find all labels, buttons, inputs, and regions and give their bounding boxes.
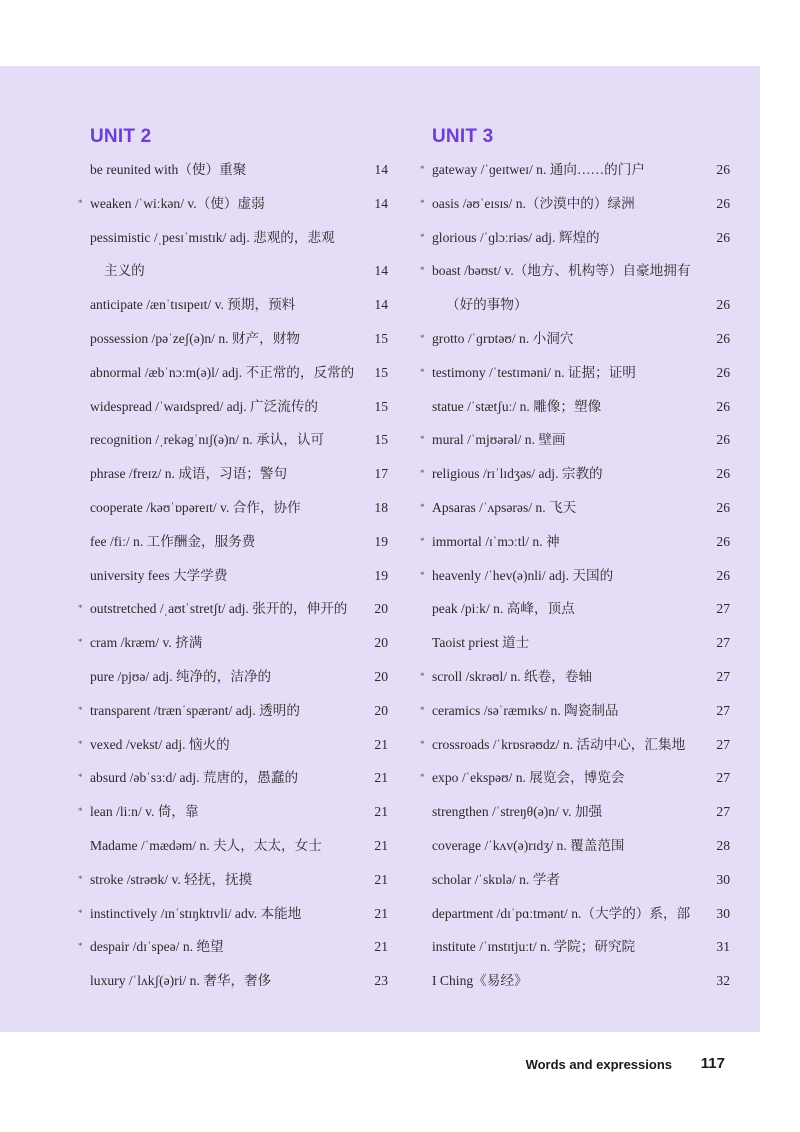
unit-2-word-list — [78, 153, 388, 998]
vocab-entry — [78, 626, 388, 660]
vocab-entry — [78, 254, 388, 288]
vocab-entry-page: 19 — [374, 567, 388, 583]
required-word-star-icon: * — [78, 907, 83, 918]
vocab-entry — [420, 390, 730, 424]
vocab-entry-text: cooperate /kəʊˈɒpəreɪt/ v. 合作，协作 — [90, 499, 301, 515]
vocab-entry-page: 21 — [374, 770, 388, 786]
vocab-entry-page: 26 — [716, 229, 730, 245]
page-footer — [0, 1055, 800, 1075]
vocab-entry-text: mural /ˈmjʊərəl/ n. 壁画 — [432, 432, 566, 448]
vocab-entry-page: 27 — [716, 736, 730, 752]
required-word-star-icon: * — [420, 468, 425, 479]
vocab-entry-text: be reunited with（使）重聚 — [90, 162, 247, 177]
required-word-star-icon: * — [420, 332, 425, 343]
required-word-star-icon: * — [78, 197, 83, 208]
required-word-star-icon: * — [78, 806, 83, 817]
vocab-entry — [78, 288, 388, 322]
vocab-entry-text: glorious /ˈɡlɔːriəs/ adj. 辉煌的 — [432, 229, 600, 245]
vocab-entry-page: 27 — [716, 668, 730, 684]
vocab-entry-page: 21 — [374, 804, 388, 820]
vocab-entry-page: 26 — [716, 195, 730, 211]
vocab-entry — [78, 930, 388, 964]
vocab-entry — [78, 964, 388, 998]
vocab-entry — [78, 761, 388, 795]
vocab-entry-page: 30 — [716, 905, 730, 921]
vocab-entry — [420, 829, 730, 863]
vocab-entry-text: pessimistic /ˌpesɪˈmɪstɪk/ adj. 悲观的，悲观 — [90, 229, 335, 245]
vocab-entry-page: 26 — [716, 533, 730, 549]
vocab-entry-page: 14 — [374, 195, 388, 211]
vocab-entry-page: 26 — [716, 330, 730, 346]
vocab-entry-page: 18 — [374, 499, 388, 515]
vocab-entry-page: 27 — [716, 702, 730, 718]
vocab-entry-page: 19 — [374, 533, 388, 549]
vocab-entry-page: 20 — [374, 702, 388, 718]
vocab-entry-text: oasis /əʊˈeɪsɪs/ n.（沙漠中的）绿洲 — [432, 195, 635, 211]
vocab-entry-page: 15 — [374, 398, 388, 414]
vocab-entry-page: 20 — [374, 668, 388, 684]
vocab-entry-text: weaken /ˈwiːkən/ v.（使）虚弱 — [90, 195, 265, 211]
vocab-entry-text: widespread /ˈwaɪdspred/ adj. 广泛流传的 — [90, 398, 319, 414]
vocab-entry-text: absurd /əbˈsɜːd/ adj. 荒唐的，愚蠢的 — [90, 770, 299, 786]
vocab-entry — [78, 694, 388, 728]
vocab-entry-continuation: 主义的 — [104, 263, 145, 279]
vocab-entry-page: 32 — [716, 973, 730, 989]
vocab-entry — [78, 187, 388, 221]
vocab-entry-text: crossroads /ˈkrɒsrəʊdz/ n. 活动中心，汇集地 — [432, 736, 686, 752]
vocab-entry-continuation: （好的事物） — [446, 297, 528, 313]
vocab-entry — [78, 592, 388, 626]
vocab-entry-page: 28 — [716, 837, 730, 853]
required-word-star-icon: * — [420, 738, 425, 749]
vocab-entry-page: 20 — [374, 601, 388, 617]
vocab-entry — [78, 829, 388, 863]
vocab-entry-page: 20 — [374, 635, 388, 651]
vocab-entry-text: lean /liːn/ v. 倚，靠 — [90, 804, 199, 820]
vocab-entry — [420, 457, 730, 491]
vocab-entry-text: despair /dɪˈspeə/ n. 绝望 — [90, 939, 224, 955]
vocab-entry-text: fee /fiː/ n. 工作酬金，服务费 — [90, 533, 256, 549]
required-word-star-icon: * — [420, 772, 425, 783]
vocab-entry-text: Apsaras /ˈʌpsərəs/ n. 飞天 — [432, 499, 577, 515]
vocab-entry — [420, 897, 730, 931]
vocab-entry-page: 26 — [716, 432, 730, 448]
vocab-entry-text: luxury /ˈlʌkʃ(ə)ri/ n. 奢华，奢侈 — [90, 973, 272, 989]
vocab-entry — [420, 525, 730, 559]
vocab-entry — [78, 322, 388, 356]
unit-3-word-list — [420, 153, 730, 998]
vocab-entry-text: peak /piːk/ n. 高峰，顶点 — [432, 601, 575, 617]
vocab-entry-text: vexed /vekst/ adj. 恼火的 — [90, 736, 230, 752]
vocab-entry-page: 15 — [374, 330, 388, 346]
vocab-entry-text: immortal /ɪˈmɔːtl/ n. 神 — [432, 533, 560, 549]
vocab-entry — [420, 423, 730, 457]
vocab-entry-text: I Ching《易经》 — [432, 973, 528, 989]
vocab-entry-text: grotto /ˈɡrɒtəʊ/ n. 小洞穴 — [432, 330, 574, 346]
vocab-entry-page: 27 — [716, 601, 730, 617]
vocab-entry-page: 14 — [374, 162, 388, 177]
vocab-entry — [420, 322, 730, 356]
vocab-entry-text: department /dɪˈpɑːtmənt/ n.（大学的）系，部 — [432, 905, 691, 921]
vocab-entry-page: 17 — [374, 466, 388, 482]
vocab-entry-text: scholar /ˈskɒlə/ n. 学者 — [432, 871, 560, 887]
vocab-entry-text: transparent /trænˈspærənt/ adj. 透明的 — [90, 702, 300, 718]
required-word-star-icon: * — [78, 637, 83, 648]
vocab-entry — [78, 795, 388, 829]
vocab-entry — [420, 694, 730, 728]
vocab-entry-text: testimony /ˈtestɪməni/ n. 证据；证明 — [432, 364, 636, 380]
unit-2-title: UNIT 2 — [90, 126, 152, 147]
vocab-entry — [420, 728, 730, 762]
vocab-entry-page: 27 — [716, 770, 730, 786]
vocab-entry-text: gateway /ˈɡeɪtweɪ/ n. 通向……的门户 — [432, 162, 645, 177]
vocab-entry — [78, 221, 388, 255]
vocab-entry-text: religious /rɪˈlɪdʒəs/ adj. 宗教的 — [432, 466, 603, 482]
vocab-entry-page: 26 — [716, 466, 730, 482]
vocab-entry-page: 21 — [374, 905, 388, 921]
vocab-entry-text: heavenly /ˈhev(ə)nli/ adj. 天国的 — [432, 567, 614, 583]
required-word-star-icon: * — [78, 772, 83, 783]
required-word-star-icon: * — [420, 670, 425, 681]
vocab-entry-page: 15 — [374, 432, 388, 448]
vocab-entry-text: possession /pəˈzeʃ(ə)n/ n. 财产，财物 — [90, 330, 300, 346]
vocab-entry-page: 21 — [374, 871, 388, 887]
vocab-entry-page: 26 — [716, 567, 730, 583]
footer-section-label: Words and expressions — [525, 1057, 672, 1072]
vocab-entry — [420, 187, 730, 221]
vocab-entry — [420, 660, 730, 694]
vocab-entry-text: Taoist priest 道士 — [432, 635, 530, 651]
required-word-star-icon: * — [420, 366, 425, 377]
vocab-entry-page: 27 — [716, 635, 730, 651]
required-word-star-icon: * — [420, 231, 425, 242]
vocab-entry-page: 21 — [374, 736, 388, 752]
required-word-star-icon: * — [78, 738, 83, 749]
required-word-star-icon: * — [78, 704, 83, 715]
vocab-entry-text: expo /ˈekspəʊ/ n. 展览会，博览会 — [432, 770, 625, 786]
vocab-entry-text: instinctively /ɪnˈstɪŋktɪvli/ adv. 本能地 — [90, 905, 302, 921]
vocab-entry-text: strengthen /ˈstreŋθ(ə)n/ v. 加强 — [432, 804, 603, 820]
vocab-entry — [420, 254, 730, 288]
vocab-entry-page: 26 — [716, 499, 730, 515]
vocab-entry — [78, 863, 388, 897]
vocab-entry-text: cram /kræm/ v. 挤满 — [90, 635, 203, 651]
vocab-entry-page: 14 — [374, 263, 388, 279]
vocab-entry-text: abnormal /æbˈnɔːm(ə)l/ adj. 不正常的，反常的 — [90, 364, 355, 380]
vocab-entry — [420, 863, 730, 897]
required-word-star-icon: * — [420, 704, 425, 715]
vocab-entry — [420, 153, 730, 187]
vocab-entry-text: recognition /ˌrekəgˈnɪʃ(ə)n/ n. 承认，认可 — [90, 432, 325, 448]
vocab-entry — [78, 559, 388, 593]
vocab-entry-text: pure /pjʊə/ adj. 纯净的，洁净的 — [90, 668, 272, 684]
vocab-entry — [420, 930, 730, 964]
vocab-entry-page: 30 — [716, 871, 730, 887]
required-word-star-icon: * — [78, 873, 83, 884]
required-word-star-icon: * — [420, 535, 425, 546]
vocab-entry-text: phrase /freɪz/ n. 成语，习语；警句 — [90, 466, 288, 482]
required-word-star-icon: * — [78, 603, 83, 614]
vocab-entry-text: university fees 大学学费 — [90, 567, 228, 583]
vocab-entry — [78, 153, 388, 187]
vocab-entry-page: 26 — [716, 398, 730, 414]
vocab-entry-text: anticipate /ænˈtɪsɪpeɪt/ v. 预期，预料 — [90, 297, 296, 313]
vocab-entry — [78, 423, 388, 457]
vocab-entry-page: 26 — [716, 162, 730, 177]
vocab-entry — [420, 356, 730, 390]
vocab-entry — [420, 559, 730, 593]
vocab-entry — [420, 592, 730, 626]
vocab-entry-page: 26 — [716, 297, 730, 313]
vocab-entry-text: statue /ˈstætʃuː/ n. 雕像；塑像 — [432, 398, 602, 414]
vocab-entry-page: 21 — [374, 837, 388, 853]
vocab-entry-text: Madame /ˈmædəm/ n. 夫人，太太，女士 — [90, 837, 322, 853]
vocab-entry-text: stroke /strəʊk/ v. 轻抚，抚摸 — [90, 871, 253, 887]
vocab-entry-text: scroll /skrəʊl/ n. 纸卷，卷轴 — [432, 668, 592, 684]
vocab-entry-page: 31 — [716, 939, 730, 955]
vocab-entry-page: 27 — [716, 804, 730, 820]
vocab-entry — [78, 390, 388, 424]
required-word-star-icon: * — [420, 434, 425, 445]
vocab-entry-text: ceramics /səˈræmɪks/ n. 陶瓷制品 — [432, 702, 619, 718]
vocab-entry-page: 26 — [716, 364, 730, 380]
vocab-entry — [420, 761, 730, 795]
vocab-entry — [420, 626, 730, 660]
required-word-star-icon: * — [420, 197, 425, 208]
unit-3-title: UNIT 3 — [432, 126, 494, 147]
vocab-entry — [420, 964, 730, 998]
vocab-entry — [420, 288, 730, 322]
vocab-entry-text: institute /ˈɪnstɪtjuːt/ n. 学院；研究院 — [432, 939, 636, 955]
vocab-entry-page: 21 — [374, 939, 388, 955]
vocab-entry — [78, 491, 388, 525]
vocab-entry — [78, 356, 388, 390]
vocab-entry — [420, 795, 730, 829]
vocab-entry — [78, 660, 388, 694]
vocab-entry — [78, 897, 388, 931]
vocab-entry-text: boast /bəʊst/ v.（地方、机构等）自豪地拥有 — [432, 263, 691, 279]
required-word-star-icon: * — [420, 164, 425, 174]
page-number: 117 — [700, 1055, 725, 1072]
vocab-entry — [78, 457, 388, 491]
vocab-entry-page: 23 — [374, 973, 388, 989]
vocabulary-panel — [0, 66, 760, 1032]
vocab-entry-page: 14 — [374, 297, 388, 313]
required-word-star-icon: * — [420, 569, 425, 580]
vocab-entry — [78, 728, 388, 762]
vocab-entry-text: outstretched /ˌaʊtˈstretʃt/ adj. 张开的，伸开的 — [90, 601, 348, 617]
vocab-entry — [420, 491, 730, 525]
required-word-star-icon: * — [78, 941, 83, 952]
required-word-star-icon: * — [420, 501, 425, 512]
required-word-star-icon: * — [420, 265, 425, 276]
vocab-entry-page: 15 — [374, 364, 388, 380]
vocab-entry — [420, 221, 730, 255]
vocab-entry-text: coverage /ˈkʌv(ə)rɪdʒ/ n. 覆盖范围 — [432, 837, 625, 853]
vocab-entry — [78, 525, 388, 559]
